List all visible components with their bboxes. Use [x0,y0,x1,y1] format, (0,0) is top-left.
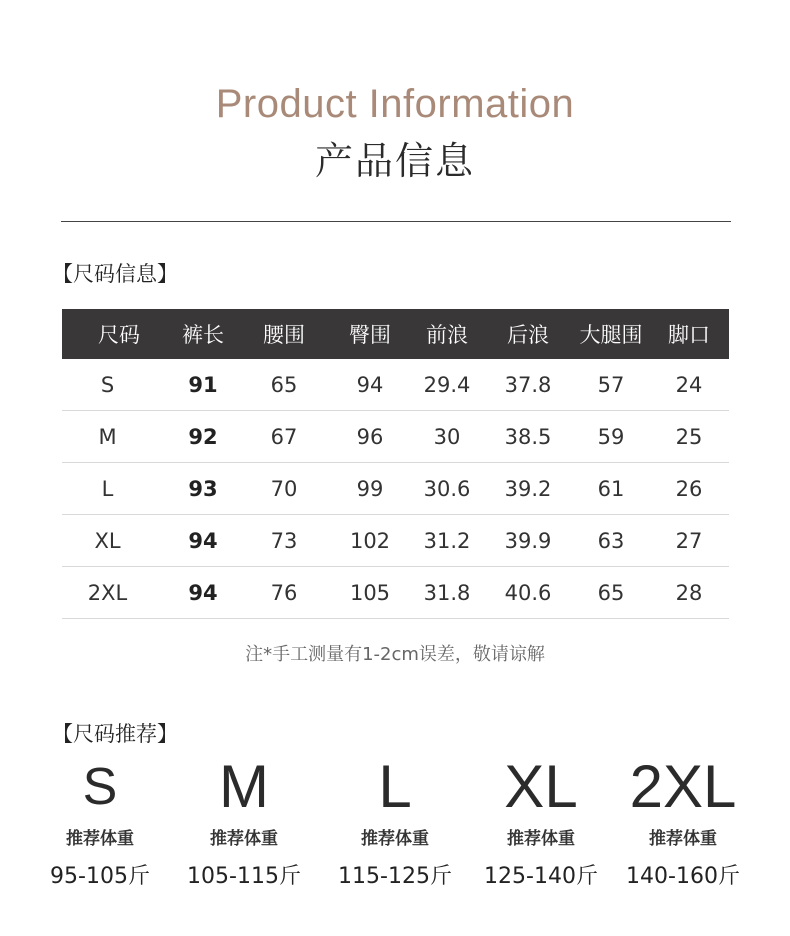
col-header-hem: 脚口 [649,309,729,359]
recommend-size: M [219,753,269,820]
cell-size: M [62,411,167,463]
cell-hem: 24 [649,359,729,411]
cell-thigh: 57 [573,359,649,411]
recommend-size: L [378,753,412,820]
recommend-weight: 140-160斤 [626,864,740,889]
cell-thigh: 61 [573,463,649,515]
col-header-thigh: 大腿围 [573,309,649,359]
recommend-weight-label: 推荐体重 [66,829,134,849]
cell-hem: 27 [649,515,729,567]
col-header-size: 尺码 [62,309,167,359]
cell-front-rise: 30 [411,411,483,463]
col-header-hip: 臀围 [329,309,411,359]
title-english: Product Information [215,82,575,126]
table-row [62,463,729,515]
recommend-weight-label: 推荐体重 [649,829,717,849]
cell-length: 91 [167,359,239,411]
recommend-item-xl [466,752,616,890]
header-divider [61,221,731,222]
cell-waist: 73 [239,515,329,567]
cell-waist: 76 [239,567,329,619]
col-header-back-rise: 后浪 [483,309,573,359]
recommend-size: XL [504,753,578,820]
cell-waist: 65 [239,359,329,411]
cell-front-rise: 31.2 [411,515,483,567]
cell-hip: 96 [329,411,411,463]
cell-length: 94 [167,515,239,567]
recommend-size: 2XL [629,753,737,820]
cell-front-rise: 29.4 [411,359,483,411]
recommend-weight: 95-105斤 [50,864,150,889]
cell-thigh: 65 [573,567,649,619]
cell-size: S [62,359,167,411]
cell-hip: 99 [329,463,411,515]
size-table [62,309,729,619]
col-header-waist: 腰围 [239,309,329,359]
measurement-note: 注*手工测量有1-2cm误差，敬请谅解 [245,644,545,665]
cell-thigh: 59 [573,411,649,463]
recommend-item-s [25,752,175,890]
cell-back-rise: 39.2 [483,463,573,515]
table-row [62,359,729,411]
cell-hip: 105 [329,567,411,619]
cell-thigh: 63 [573,515,649,567]
cell-front-rise: 31.8 [411,567,483,619]
table-row [62,515,729,567]
recommend-weight-label: 推荐体重 [507,829,575,849]
recommend-item-m [169,752,319,890]
cell-hem: 25 [649,411,729,463]
cell-back-rise: 39.9 [483,515,573,567]
cell-front-rise: 30.6 [411,463,483,515]
title-chinese: 产品信息 [314,139,475,183]
cell-hem: 26 [649,463,729,515]
cell-length: 94 [167,567,239,619]
cell-hem: 28 [649,567,729,619]
cell-size: 2XL [62,567,167,619]
cell-back-rise: 37.8 [483,359,573,411]
col-header-length: 裤长 [167,309,239,359]
recommend-item-2xl [608,752,758,890]
recommend-weight: 105-115斤 [187,864,301,889]
cell-waist: 67 [239,411,329,463]
size-recommend-label: 【尺码推荐】 [52,722,178,746]
cell-hip: 94 [329,359,411,411]
cell-length: 93 [167,463,239,515]
recommend-weight-label: 推荐体重 [361,829,429,849]
col-header-front-rise: 前浪 [411,309,483,359]
cell-size: L [62,463,167,515]
cell-waist: 70 [239,463,329,515]
size-info-label: 【尺码信息】 [52,262,178,286]
recommend-weight: 125-140斤 [484,864,598,889]
recommend-item-l [320,752,470,890]
recommend-weight: 115-125斤 [338,864,452,889]
recommend-weight-label: 推荐体重 [210,829,278,849]
table-row [62,411,729,463]
table-row [62,567,729,619]
recommend-size: S [82,758,118,816]
table-header-row [62,309,729,359]
cell-back-rise: 38.5 [483,411,573,463]
cell-length: 92 [167,411,239,463]
cell-hip: 102 [329,515,411,567]
cell-size: XL [62,515,167,567]
cell-back-rise: 40.6 [483,567,573,619]
